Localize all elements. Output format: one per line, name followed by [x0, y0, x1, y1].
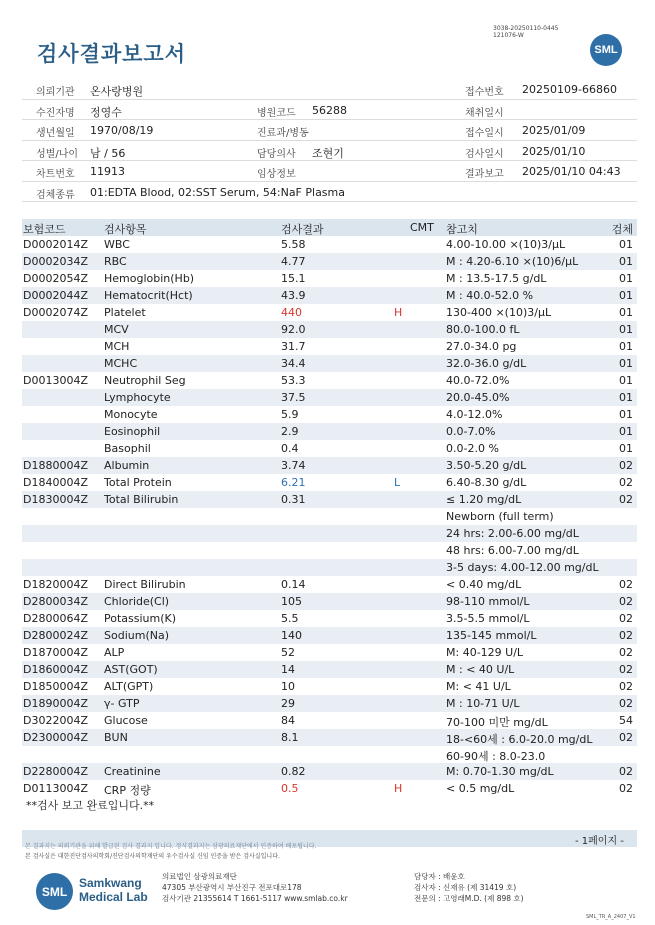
- info-label: 병원코드: [257, 107, 296, 119]
- table-row: [22, 661, 637, 678]
- cell-specimen: 01: [619, 272, 633, 285]
- brand-line2: Medical Lab: [79, 890, 148, 904]
- cell-code: D0002074Z: [23, 306, 88, 319]
- results-table-body: [22, 236, 637, 797]
- footer-note-issue: 본 결과지는 의뢰기관을 위해 발급된 검사 결과지 입니다. 정식결과지는 삼광의료재단에서 인증하여 배포됩니다.: [25, 843, 317, 850]
- cell-code: D0002014Z: [23, 238, 88, 251]
- cell-item: MCV: [104, 323, 129, 336]
- cell-result: 5.9: [281, 408, 299, 421]
- staff-tester: 검사자 : 신재유 (제 31419 호): [414, 883, 517, 892]
- cell-item: Monocyte: [104, 408, 158, 421]
- header-reference: 참고치: [446, 223, 478, 236]
- cell-specimen: 01: [619, 255, 633, 268]
- info-label: 생년월일: [36, 128, 75, 139]
- cell-specimen: 54: [619, 714, 633, 727]
- table-row: [22, 389, 637, 406]
- cell-reference: 80.0-100.0 fL: [446, 323, 520, 336]
- cell-reference: 32.0-36.0 g/dL: [446, 357, 527, 370]
- table-row: [22, 729, 637, 746]
- cell-reference: 130-400 ×(10)3/μL: [446, 306, 552, 319]
- cell-item: γ- GTP: [104, 697, 140, 710]
- info-label: 검사일시: [465, 148, 504, 160]
- cell-result: 0.14: [281, 578, 306, 591]
- results-table-header: [22, 219, 637, 236]
- header-result: 검사결과: [281, 223, 324, 236]
- cell-code: D2800064Z: [23, 612, 88, 625]
- staff-specialist: 전문의 : 고영래M.D. (제 898 호): [414, 894, 524, 903]
- cell-result: 37.5: [281, 391, 306, 404]
- cell-specimen: 02: [619, 646, 633, 659]
- cell-item: BUN: [104, 731, 128, 744]
- cell-specimen: 01: [619, 323, 633, 336]
- patient-info: [22, 79, 637, 202]
- cell-item: RBC: [104, 255, 127, 268]
- cell-item: Neutrophil Seg: [104, 374, 186, 387]
- cell-item: Hematocrit(Hct): [104, 289, 193, 302]
- corp-address: 47305 부산광역시 부산진구 전포대로178: [162, 883, 302, 892]
- info-row: [22, 79, 637, 100]
- cell-item: MCH: [104, 340, 130, 353]
- cell-reference: 3.5-5.5 mmol/L: [446, 612, 530, 625]
- info-label: 채취일시: [465, 107, 504, 119]
- table-row: [22, 746, 637, 763]
- cell-item: Total Bilirubin: [104, 493, 179, 506]
- cell-item: AST(GOT): [104, 663, 158, 676]
- cell-item: Basophil: [104, 442, 151, 455]
- table-row: [22, 253, 637, 270]
- cell-code: D2280004Z: [23, 765, 88, 778]
- cell-code: D2800024Z: [23, 629, 88, 642]
- table-row: [22, 678, 637, 695]
- cell-specimen: 02: [619, 612, 633, 625]
- info-label: 차트번호: [36, 169, 75, 180]
- cell-result: 31.7: [281, 340, 306, 353]
- info-label: 검체종류: [36, 189, 75, 201]
- cell-code: D1850004Z: [23, 680, 88, 693]
- info-label: 진료과/병동: [257, 128, 309, 139]
- cell-specimen: 02: [619, 697, 633, 710]
- cell-result: 43.9: [281, 289, 306, 302]
- cell-item: Glucose: [104, 714, 148, 727]
- table-row: [22, 593, 637, 610]
- info-value: 2025/01/10: [522, 144, 586, 158]
- document-number-line2: 121076-W: [493, 32, 524, 39]
- header-test-item: 검사항목: [104, 223, 147, 236]
- cell-flag: H: [394, 306, 403, 319]
- cell-specimen: 02: [619, 595, 633, 608]
- cell-item: ALP: [104, 646, 125, 659]
- cell-item: Hemoglobin(Hb): [104, 272, 195, 285]
- cell-result: 84: [281, 714, 295, 727]
- report-title: 검사결과보고서: [37, 42, 187, 66]
- cell-flag: L: [394, 476, 401, 489]
- info-label: 수진자명: [36, 107, 75, 119]
- table-row: [22, 508, 637, 525]
- info-value: 2025/01/09: [522, 124, 586, 137]
- cell-code: D0113004Z: [23, 782, 88, 795]
- info-row: [22, 100, 637, 121]
- table-row: [22, 372, 637, 389]
- cell-code: D1880004Z: [23, 459, 88, 472]
- cell-code: D2800034Z: [23, 595, 88, 608]
- cell-reference: 3.50-5.20 g/dL: [446, 459, 527, 472]
- cell-item: Creatinine: [104, 765, 161, 778]
- cell-reference: M : 13.5-17.5 g/dL: [446, 272, 547, 285]
- cell-reference: M: < 41 U/L: [446, 680, 511, 693]
- cell-reference: 60-90세 : 8.0-23.0: [446, 750, 546, 763]
- cell-reference: M: 40-129 U/L: [446, 646, 524, 659]
- cell-result: 10: [281, 680, 295, 693]
- table-row: [22, 695, 637, 712]
- info-value: 온사랑병원: [90, 85, 144, 98]
- cell-code: D1840004Z: [23, 476, 88, 489]
- cell-result: 6.21: [281, 476, 306, 489]
- cell-item: Potassium(K): [104, 612, 177, 625]
- cell-specimen: 01: [619, 374, 633, 387]
- staff-info: [414, 871, 524, 904]
- info-label: 접수번호: [465, 87, 504, 98]
- cell-item: Eosinophil: [104, 425, 161, 438]
- cell-code: D1860004Z: [23, 663, 88, 676]
- cell-reference: 18-<60세 : 6.0-20.0 mg/dL: [446, 733, 593, 746]
- cell-result: 2.9: [281, 425, 299, 438]
- corporation-info: [162, 871, 348, 904]
- cell-reference: 40.0-72.0%: [446, 374, 510, 387]
- cell-reference: M : 4.20-6.10 ×(10)6/μL: [446, 255, 579, 268]
- page-number: - 1페이지 -: [575, 836, 624, 847]
- corp-name: 의료법인 삼광의료재단: [162, 872, 237, 881]
- cell-reference: 70-100 미만 mg/dL: [446, 716, 548, 729]
- cell-reference: ≤ 1.20 mg/dL: [446, 493, 522, 506]
- info-label: 의뢰기관: [36, 87, 75, 98]
- table-row: [22, 236, 637, 253]
- cell-item: WBC: [104, 238, 130, 251]
- cell-result: 3.74: [281, 459, 306, 472]
- table-row: [22, 627, 637, 644]
- cell-result: 4.77: [281, 255, 306, 268]
- header-specimen: 검체: [611, 223, 633, 236]
- table-row: [22, 644, 637, 661]
- cell-specimen: 02: [619, 680, 633, 693]
- cell-specimen: 01: [619, 289, 633, 302]
- cell-specimen: 01: [619, 357, 633, 370]
- header-cmt: CMT: [410, 221, 434, 234]
- table-row: [22, 423, 637, 440]
- cell-item: Platelet: [104, 306, 146, 319]
- cell-specimen: 02: [619, 578, 633, 591]
- info-row: [22, 161, 637, 182]
- cell-specimen: 01: [619, 408, 633, 421]
- cell-result: 52: [281, 646, 295, 659]
- cell-result: 92.0: [281, 323, 306, 336]
- cell-item: Albumin: [104, 459, 150, 472]
- cell-result: 0.4: [281, 442, 299, 455]
- info-label: 담당의사: [257, 148, 296, 160]
- cell-reference: 48 hrs: 6.00-7.00 mg/dL: [446, 544, 579, 557]
- document-number: [493, 25, 558, 39]
- cell-reference: 6.40-8.30 g/dL: [446, 476, 527, 489]
- info-row: [22, 141, 637, 162]
- cell-reference: 98-110 mmol/L: [446, 595, 530, 608]
- table-row: [22, 457, 637, 474]
- table-row: [22, 304, 637, 321]
- footer-note-certification: 본 검사실은 대한진단검사의학회/진단검사의학재단의 우수검사실 신임 인증을 받은 검사실입니다.: [25, 853, 280, 860]
- table-row: [22, 270, 637, 287]
- cell-item: Sodium(Na): [104, 629, 169, 642]
- cell-specimen: 02: [619, 663, 633, 676]
- cell-specimen: 01: [619, 238, 633, 251]
- cell-specimen: 01: [619, 391, 633, 404]
- cell-code: D0013004Z: [23, 374, 88, 387]
- cell-result: 0.5: [281, 782, 299, 795]
- info-value: 1970/08/19: [90, 124, 154, 137]
- info-value: 20250109-66860: [522, 83, 617, 96]
- cell-specimen: 02: [619, 493, 633, 506]
- cell-item: Chloride(Cl): [104, 595, 170, 608]
- cell-result: 105: [281, 595, 302, 608]
- cell-reference: 0.0-7.0%: [446, 425, 496, 438]
- cell-code: D0002034Z: [23, 255, 88, 268]
- cell-code: D0002044Z: [23, 289, 88, 302]
- cell-specimen: 02: [619, 629, 633, 642]
- cell-specimen: 01: [619, 340, 633, 353]
- cell-specimen: 02: [619, 782, 633, 795]
- table-row: [22, 576, 637, 593]
- cell-reference: 4.00-10.00 ×(10)3/μL: [446, 238, 566, 251]
- results-table: [22, 219, 637, 797]
- cell-specimen: 01: [619, 425, 633, 438]
- cell-reference: Newborn (full term): [446, 510, 554, 523]
- table-row: [22, 287, 637, 304]
- cell-specimen: 02: [619, 765, 633, 778]
- cell-result: 140: [281, 629, 302, 642]
- cell-reference: < 0.40 mg/dL: [446, 578, 522, 591]
- table-row: [22, 763, 637, 780]
- info-value: 2025/01/10 04:43: [522, 165, 621, 178]
- cell-code: D1830004Z: [23, 493, 88, 506]
- cell-reference: 0.0-2.0 %: [446, 442, 499, 455]
- brand-line1: Samkwang: [79, 876, 142, 890]
- cell-reference: 20.0-45.0%: [446, 391, 510, 404]
- cell-reference: 135-145 mmol/L: [446, 629, 537, 642]
- cell-reference: 27.0-34.0 pg: [446, 340, 517, 353]
- cell-result: 5.58: [281, 238, 306, 251]
- cell-reference: M : 40.0-52.0 %: [446, 289, 534, 302]
- info-value: 남 / 56: [90, 146, 126, 160]
- info-value: 조현기: [312, 146, 344, 160]
- table-row: [22, 338, 637, 355]
- cell-result: 440: [281, 306, 302, 319]
- info-row: [22, 182, 637, 203]
- table-row: [22, 491, 637, 508]
- table-row: [22, 406, 637, 423]
- cell-item: MCHC: [104, 357, 138, 370]
- cell-code: D1890004Z: [23, 697, 88, 710]
- cell-code: D0002054Z: [23, 272, 88, 285]
- table-row: [22, 321, 637, 338]
- cell-specimen: 02: [619, 731, 633, 744]
- corp-contact: 검사기관 21355614 T 1661-5117 www.smlab.co.kr: [162, 894, 348, 903]
- table-row: [22, 474, 637, 491]
- info-value: 01:EDTA Blood, 02:SST Serum, 54:NaF Plasma: [90, 185, 345, 199]
- table-row: [22, 780, 637, 797]
- sml-footer-logo: SML: [36, 873, 73, 910]
- report-complete-text: **검사 보고 완료입니다.**: [26, 799, 155, 812]
- cell-item: Lymphocyte: [104, 391, 171, 404]
- cell-result: 53.3: [281, 374, 306, 387]
- document-number-line1: 3038-20250110-0445: [493, 25, 559, 32]
- cell-reference: M : 10-71 U/L: [446, 697, 520, 710]
- info-label: 성별/나이: [36, 148, 79, 160]
- table-row: [22, 440, 637, 457]
- info-value: 11913: [90, 165, 125, 178]
- cell-specimen: 02: [619, 476, 633, 489]
- cell-result: 8.1: [281, 731, 299, 744]
- table-row: [22, 712, 637, 729]
- cell-reference: M : < 40 U/L: [446, 663, 515, 676]
- cell-specimen: 01: [619, 442, 633, 455]
- cell-flag: H: [394, 782, 403, 795]
- cell-code: D3022004Z: [23, 714, 88, 727]
- cell-specimen: 02: [619, 459, 633, 472]
- form-code: SML_TR_A_2407_V1: [586, 914, 636, 920]
- table-row: [22, 525, 637, 542]
- cell-result: 29: [281, 697, 295, 710]
- cell-item: Direct Bilirubin: [104, 578, 186, 591]
- cell-code: D2300004Z: [23, 731, 88, 744]
- cell-result: 15.1: [281, 272, 306, 285]
- table-row: [22, 355, 637, 372]
- cell-item: CRP 정량: [104, 784, 151, 797]
- brand-name: [79, 876, 148, 904]
- cell-result: 0.82: [281, 765, 306, 778]
- header-insurance-code: 보험코드: [23, 223, 66, 236]
- cell-code: D1870004Z: [23, 646, 88, 659]
- cell-item: ALT(GPT): [104, 680, 154, 693]
- info-value: 정영수: [90, 105, 122, 119]
- sml-logo: SML: [590, 34, 622, 66]
- info-label: 접수일시: [465, 128, 504, 139]
- cell-specimen: 01: [619, 306, 633, 319]
- cell-reference: 24 hrs: 2.00-6.00 mg/dL: [446, 527, 579, 540]
- cell-result: 34.4: [281, 357, 306, 370]
- info-label: 결과보고: [465, 169, 504, 180]
- cell-reference: M: 0.70-1.30 mg/dL: [446, 765, 554, 778]
- cell-result: 5.5: [281, 612, 299, 625]
- cell-item: Total Protein: [104, 476, 172, 489]
- cell-reference: 3-5 days: 4.00-12.00 mg/dL: [446, 561, 599, 574]
- info-label: 임상정보: [257, 169, 296, 180]
- info-value: 56288: [312, 103, 347, 117]
- cell-result: 14: [281, 663, 295, 676]
- table-row: [22, 542, 637, 559]
- table-row: [22, 559, 637, 576]
- table-row: [22, 610, 637, 627]
- info-row: [22, 120, 637, 141]
- cell-code: D1820004Z: [23, 578, 88, 591]
- cell-reference: 4.0-12.0%: [446, 408, 503, 421]
- staff-manager: 담당자 : 배윤호: [414, 872, 465, 881]
- cell-reference: < 0.5 mg/dL: [446, 782, 515, 795]
- cell-result: 0.31: [281, 493, 306, 506]
